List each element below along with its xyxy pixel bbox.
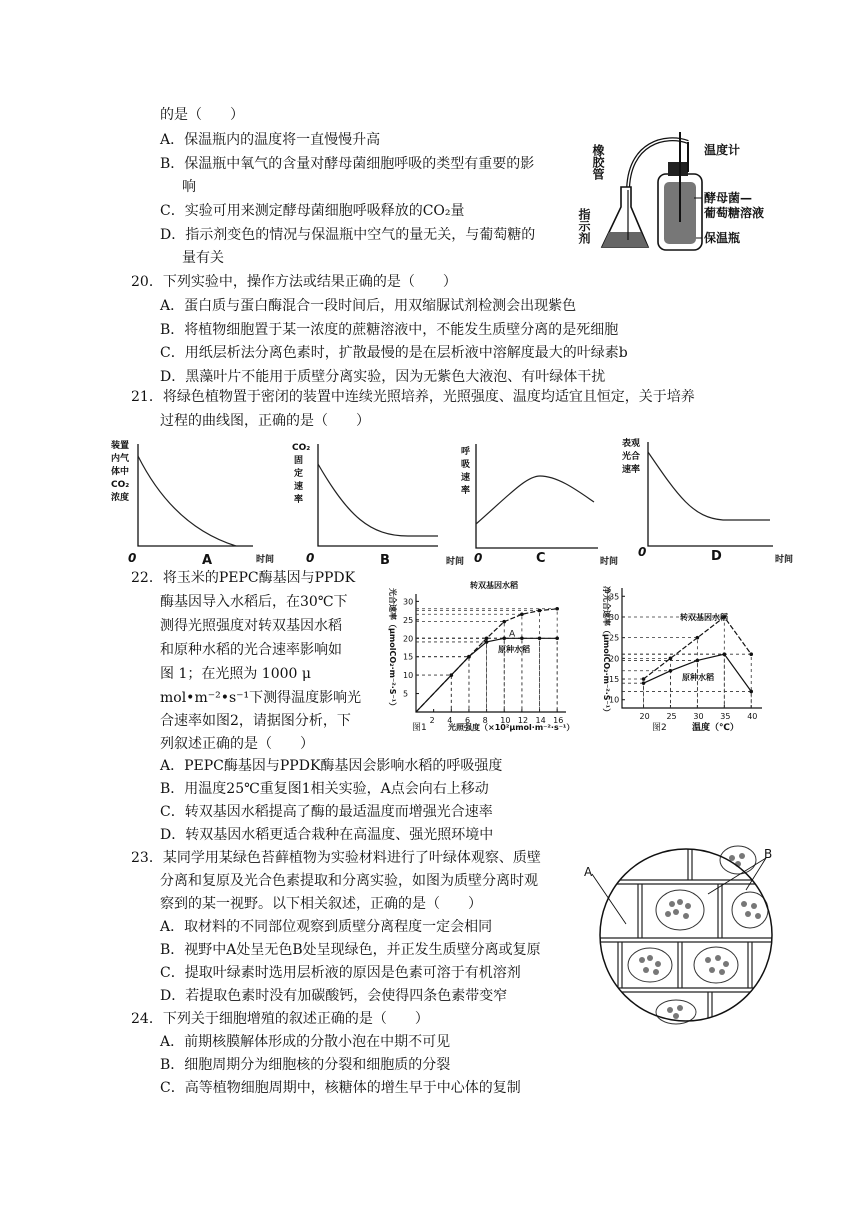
graph-a-ylabel-1: 装置 — [111, 441, 130, 451]
graph-d-xlabel: 时间 — [775, 555, 794, 565]
y-tick-label: 30 — [609, 612, 620, 622]
q21-stem-1: 21．将绿色植物置于密闭的装置中连续光照培养，光照强度、温度均适宜且恒定，关于培养 — [131, 389, 695, 405]
fig2-title: 图2 — [652, 723, 667, 733]
data-point — [449, 673, 453, 677]
graph-c-ylabel-4: 率 — [461, 486, 471, 496]
q22-stem-1: 22．将玉米的PEPC酶基因与PPDK — [131, 570, 356, 586]
graph-b-origin: 0 — [306, 551, 315, 565]
graph-c-ylabel-3: 速 — [461, 473, 471, 483]
y-tick-label: 35 — [609, 592, 620, 602]
q20-option-a: A．蛋白质与蛋白酶混合一段时间后，用双缩脲试剂检测会出现紫色 — [160, 298, 577, 314]
graph-b-letter: B — [380, 553, 390, 568]
x-tick-label: 12 — [517, 716, 529, 725]
q20-stem: 20．下列实验中，操作方法或结果正确的是（ ） — [131, 274, 457, 290]
data-point — [520, 612, 524, 616]
data-point — [538, 636, 542, 640]
label-yeast-2: 葡萄糖溶液 — [704, 206, 765, 220]
series-label: 转双基因水稻 — [680, 613, 728, 622]
graph-a-letter: A — [202, 553, 213, 568]
graph-b-xlabel: 时间 — [446, 557, 465, 567]
series-label: 原种水稻 — [682, 673, 714, 682]
q23-stem-1: 23．某同学用某绿色苔藓植物为实验材料进行了叶绿体观察、质壁 — [131, 850, 541, 866]
q19-option-b: B．保温瓶中氧气的含量对酵母菌细胞呼吸的类型有重要的影 — [160, 156, 535, 172]
x-tick-label: 8 — [482, 716, 488, 725]
data-point — [520, 636, 524, 640]
guide-line — [622, 617, 724, 708]
guide-line — [622, 683, 644, 708]
graph-a-ylabel-5: 浓度 — [111, 493, 130, 503]
q24-stem: 24．下列关于细胞增殖的叙述正确的是（ ） — [131, 1011, 429, 1027]
x-tick-label: 6 — [464, 716, 471, 725]
graph-a-xlabel: 时间 — [256, 555, 275, 565]
x-tick-label: 10 — [500, 716, 511, 725]
x-tick-label: 40 — [747, 712, 758, 721]
graph-a-curve — [138, 456, 236, 546]
y-tick-label: 15 — [403, 652, 414, 662]
q21-graph-d — [622, 437, 793, 565]
graph-a-origin: 0 — [128, 551, 137, 565]
guide-line — [622, 660, 697, 708]
q22-option-b: B．用温度25℃重复图1相关实验，A点会向右上移动 — [160, 781, 489, 797]
q22-stem-2: 酶基因导入水稻后，在30℃下 — [160, 594, 348, 610]
graph-c-ylabel-1: 呼 — [461, 447, 471, 457]
label-rubber-tube: 橡胶管 — [591, 144, 605, 180]
q22-stem-3: 测得光照强度对转双基因水稻 — [160, 618, 342, 634]
guide-line — [416, 614, 522, 712]
graph-b-ylabel-1: CO₂ — [292, 443, 311, 453]
q22-figure-2 — [592, 568, 777, 738]
chart-axes — [622, 588, 762, 708]
data-point — [696, 659, 700, 663]
data-point — [555, 636, 559, 640]
q21-graph-b — [292, 443, 464, 568]
data-point — [502, 620, 506, 624]
data-point — [669, 669, 673, 673]
q22-stem-4: 和原种水稻的光合速率影响如 — [160, 642, 342, 658]
q22-option-c: C．转双基因水稻提高了酶的最适温度而增强光合速率 — [160, 804, 493, 820]
data-point — [669, 657, 673, 661]
point-a-label: A — [509, 629, 516, 640]
q22-stem-7: 合速率如图2，请据图分析，下 — [160, 713, 351, 729]
field-of-view — [600, 849, 772, 1021]
y-tick-label: 10 — [403, 671, 414, 681]
q22-option-a: A．PEPC酶基因与PPDK酶基因会影响水稻的呼吸强度 — [160, 758, 503, 774]
data-point — [485, 636, 489, 640]
y-tick-label: 15 — [609, 675, 620, 685]
label-indicator: 指示剂 — [577, 208, 591, 244]
label-a: A — [584, 865, 593, 879]
label-b: B — [764, 847, 773, 861]
x-tick-label: 35 — [720, 712, 731, 721]
q19-option-a: A．保温瓶内的温度将一直慢慢升高 — [160, 132, 381, 148]
guide-line — [622, 691, 751, 708]
protoplasts — [628, 846, 768, 1024]
q23-option-a: A．取材料的不同部位观察到质壁分离程度一定会相同 — [160, 919, 493, 935]
q23-stem-3: 察到的某一视野。以下相关叙述，正确的是（ ） — [160, 896, 482, 912]
graph-b-curve — [318, 464, 438, 536]
data-point — [723, 652, 727, 656]
data-point — [538, 609, 542, 613]
y-tick-label: 10 — [609, 695, 620, 705]
q19-option-d-cont: 量有关 — [182, 250, 224, 266]
chart-axes — [416, 594, 566, 712]
q23-option-c: C．提取叶绿素时选用层析液的原因是色素可溶于有机溶剂 — [160, 965, 521, 981]
q23-microscope-figure — [578, 840, 790, 1024]
data-point — [467, 655, 471, 659]
graph-d-curve — [648, 452, 770, 520]
graph-d-ylabel-3: 速率 — [622, 465, 641, 475]
q23-option-b: B．视野中A处呈无色B处呈现绿色，并正发生质壁分离或复原 — [160, 942, 541, 958]
x-tick-label: 20 — [639, 712, 650, 721]
q21-stem-2: 过程的曲线图，正确的是（ ） — [160, 413, 370, 429]
graph-d-origin: 0 — [638, 545, 647, 559]
graph-a-ylabel-2: 内气 — [111, 454, 130, 464]
y-tick-label: 25 — [403, 615, 414, 625]
q21-graph-c — [461, 444, 618, 567]
graph-b-ylabel-4: 速 — [294, 482, 304, 492]
q19-apparatus-figure — [576, 132, 776, 262]
label-bottle: 保温瓶 — [704, 231, 741, 245]
graph-d-ylabel-1: 表观 — [622, 439, 641, 449]
q20-option-b: B．将植物细胞置于某一浓度的蔗糖溶液中，不能发生质壁分离的是死细胞 — [160, 322, 619, 338]
q19-stem-tail: 的是（ ） — [160, 107, 244, 123]
fig1-title: 图1 — [412, 723, 427, 733]
x-tick-label: 2 — [429, 716, 435, 725]
graph-c-letter: C — [536, 551, 546, 566]
graph-c-ylabel-2: 吸 — [461, 460, 471, 470]
x-tick-label: 14 — [535, 716, 546, 725]
x-tick-label: 16 — [553, 716, 564, 725]
x-tick-label: 4 — [447, 716, 453, 725]
q20-option-d: D．黑藻叶片不能用于质壁分离实验，因为无紫色大液泡、有叶绿体干扰 — [160, 369, 606, 385]
fig1-xlabel: 光照强度（×10²μmol·m⁻²·s⁻¹） — [448, 723, 575, 732]
label-yeast-1: 酵母菌— — [704, 191, 753, 205]
data-point — [555, 607, 559, 611]
q23-stem-2: 分离和复原及光合色素提取和分离实验，如图为质壁分离时观 — [160, 873, 538, 889]
q22-stem-6: mol•m⁻²•s⁻¹下测得温度影响光 — [160, 690, 362, 706]
q23-option-d: D．若提取色素时没有加碳酸钙，会使得四条色素带变窄 — [160, 988, 508, 1004]
guide-line — [416, 611, 540, 712]
x-tick-label: 30 — [693, 712, 704, 721]
q19-option-b-cont: 响 — [182, 179, 196, 195]
graph-d-letter: D — [711, 549, 722, 564]
data-point — [485, 640, 489, 644]
data-point — [696, 636, 700, 640]
y-tick-label: 20 — [609, 654, 620, 664]
y-tick-label: 25 — [609, 633, 620, 643]
x-tick-label: 25 — [666, 712, 677, 721]
q19-option-d: D．指示剂变色的情况与保温瓶中空气的量无关，与葡萄糖的 — [160, 227, 536, 243]
graph-c-curve — [476, 476, 594, 524]
fig1-ylabel: 光合速率（μmolCO₂·m⁻²·S⁻¹） — [388, 588, 397, 711]
q22-stem-8: 列叙述正确的是（ ） — [160, 736, 314, 752]
q22-figure-1 — [378, 568, 588, 738]
graph-c-origin: 0 — [474, 551, 483, 565]
data-point — [502, 636, 506, 640]
q21-graph-a — [111, 439, 274, 568]
graph-c-xlabel: 时间 — [600, 557, 619, 567]
fig2-ylabel: 净光合速率（μmolCO₂·m⁻²·S⁻¹） — [602, 586, 611, 717]
series-label: 转双基因水稻 — [470, 581, 518, 590]
fig2-xlabel: 温度（℃） — [692, 723, 739, 733]
data-point — [749, 652, 753, 656]
graph-b-ylabel-3: 定 — [294, 469, 304, 479]
graph-d-ylabel-2: 光合 — [622, 452, 641, 462]
y-tick-label: 20 — [403, 634, 414, 644]
q24-option-a: A．前期核膜解体形成的分散小泡在中期不可见 — [160, 1034, 451, 1050]
graph-a-ylabel-4: CO₂ — [111, 480, 130, 490]
data-point — [642, 677, 646, 681]
data-point — [642, 681, 646, 685]
q20-option-c: C．用纸层析法分离色素时，扩散最慢的是在层析液中溶解度最大的叶绿素b — [160, 345, 628, 361]
q24-option-b: B．细胞周期分为细胞核的分裂和细胞质的分裂 — [160, 1057, 451, 1073]
graph-b-ylabel-5: 率 — [294, 495, 304, 505]
y-tick-label: 5 — [403, 689, 409, 699]
q21-graphs — [108, 436, 808, 566]
q24-option-c: C．高等植物细胞周期中，核糖体的增生早于中心体的复制 — [160, 1080, 521, 1096]
q22-stem-5: 图 1；在光照为 1000 μ — [160, 666, 311, 682]
q19-option-c: C．实验可用来测定酵母菌细胞呼吸释放的CO₂量 — [160, 203, 465, 219]
q22-option-d: D．转双基因水稻更适合栽种在高温度、强光照环境中 — [160, 827, 494, 843]
label-thermometer: 温度计 — [704, 143, 741, 157]
y-tick-label: 30 — [403, 597, 414, 607]
graph-a-ylabel-3: 体中 — [111, 467, 130, 477]
data-point — [749, 690, 753, 694]
graph-b-ylabel-2: 固 — [294, 456, 304, 466]
series-label: 原种水稻 — [498, 645, 530, 654]
